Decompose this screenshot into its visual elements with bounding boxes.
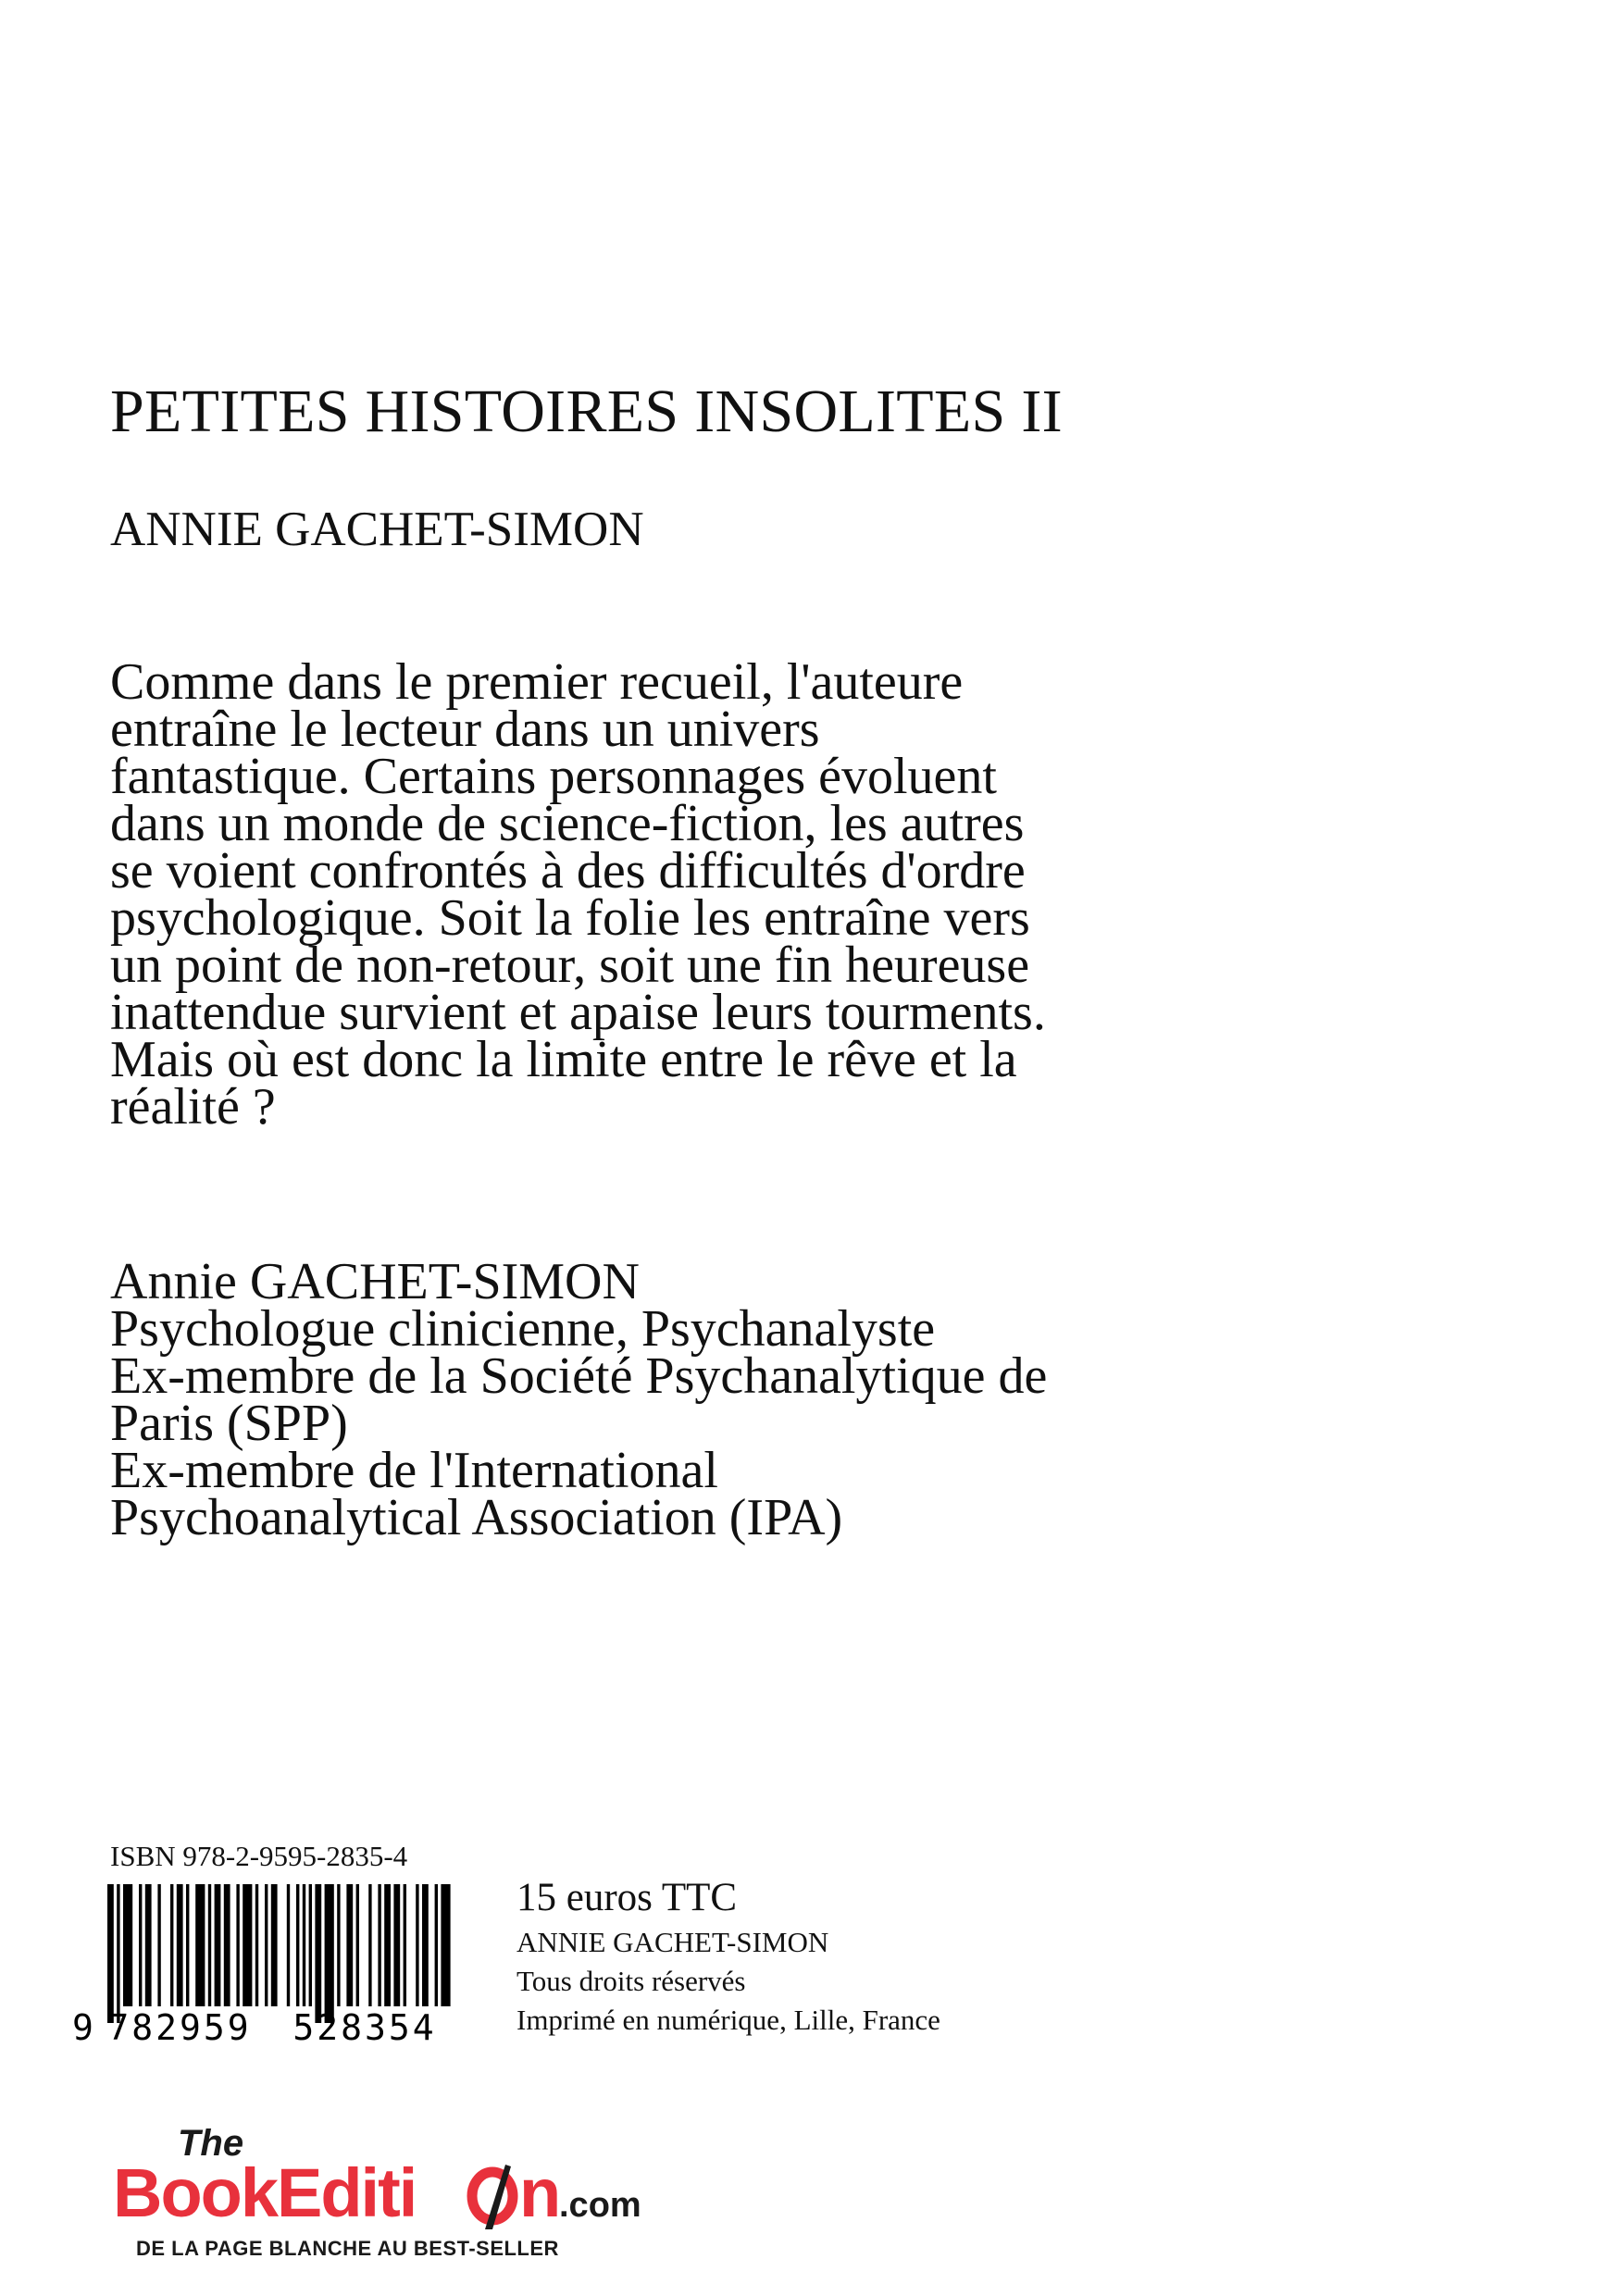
author-bio <box>110 1253 1048 1546</box>
thebookedition-logo <box>111 2115 666 2267</box>
print-notice: Imprimé en numérique, Lille, France <box>517 2004 940 2036</box>
blurb-line: se voient confrontés à des difficultés d'ordre <box>110 842 1026 900</box>
barcode-bar <box>170 1884 173 2006</box>
rights-notice: Tous droits réservés <box>517 1965 746 1997</box>
bio-line: Ex-membre de l'International <box>110 1442 718 1499</box>
barcode-bar <box>325 1884 334 2023</box>
blurb-line: entraîne le lecteur dans un univers <box>110 701 820 758</box>
barcode-bar <box>315 1884 321 2023</box>
blurb-line: dans un monde de science-fiction, les autres <box>110 795 1025 852</box>
bio-line: Paris (SPP) <box>110 1395 348 1452</box>
logo-domain-text: .com <box>559 2186 641 2225</box>
blurb-line: Comme dans le premier recueil, l'auteure <box>110 653 964 711</box>
barcode-bar <box>271 1884 278 2006</box>
barcode-bar <box>303 1884 305 2006</box>
barcode-bar <box>393 1884 400 2006</box>
barcode-bar <box>378 1884 380 2006</box>
publisher-name: ANNIE GACHET-SIMON <box>517 1926 829 1958</box>
blurb-line: psychologique. Soit la folie les entraîne vers <box>110 889 1030 947</box>
barcode-bar <box>107 1884 114 2023</box>
barcode-bar <box>287 1884 290 2006</box>
barcode-bar <box>309 1884 312 2006</box>
barcode-bar <box>346 1884 353 2006</box>
logo-feather-icon <box>472 2165 513 2229</box>
bio-line: Ex-membre de la Société Psychanalytique de <box>110 1347 1048 1405</box>
barcode-bar <box>404 1884 406 2006</box>
isbn-barcode <box>67 1884 455 2049</box>
barcode-bar <box>186 1884 189 2006</box>
barcode-bar <box>145 1884 152 2006</box>
price-label: 15 euros TTC <box>517 1876 738 1919</box>
barcode-bar <box>236 1884 239 2006</box>
barcode-left-digits: 782959 <box>107 2007 252 2048</box>
barcode-first-digit: 9 <box>72 2007 93 2048</box>
blurb-line: Mais où est donc la limite entre le rêve et la <box>110 1031 1017 1088</box>
barcode-bar <box>139 1884 142 2006</box>
blurb-line: un point de non-retour, soit une fin heureuse <box>110 937 1030 994</box>
logo-brand-tail: n <box>519 2154 562 2231</box>
book-title: PETITES HISTOIRES INSOLITES II <box>110 378 1063 445</box>
barcode-bar <box>157 1884 160 2006</box>
barcode-bar <box>337 1884 340 2006</box>
barcode-bar <box>356 1884 359 2006</box>
blurb-line: inattendue survient et apaise leurs tourments. <box>110 984 1046 1041</box>
barcode-bar <box>296 1884 299 2006</box>
barcode-bar <box>416 1884 418 2006</box>
barcode-bar <box>441 1884 450 2006</box>
barcode-bar <box>243 1884 252 2006</box>
logo-the-text: The <box>178 2123 244 2164</box>
bio-line: Psychoanalytical Association (IPA) <box>110 1489 843 1546</box>
barcode-bar <box>435 1884 438 2006</box>
back-cover-blurb <box>110 653 1184 1136</box>
barcode-bar <box>384 1884 391 2006</box>
bio-line: Annie GACHET-SIMON <box>110 1253 640 1310</box>
author-name: ANNIE GACHET-SIMON <box>110 503 644 556</box>
blurb-line: réalité ? <box>110 1078 276 1136</box>
barcode-bar <box>422 1884 429 2006</box>
blurb-line: fantastique. Certains personnages évoluent <box>110 748 997 805</box>
barcode-bar <box>117 1884 119 2023</box>
barcode-bar <box>208 1884 211 2006</box>
barcode-bar <box>265 1884 268 2006</box>
barcode-right-digits: 528354 <box>292 2007 437 2048</box>
barcode-bar <box>177 1884 183 2006</box>
barcode-bar <box>215 1884 221 2006</box>
logo-brand-text: BookEditi <box>113 2154 417 2231</box>
barcode-bar <box>123 1884 132 2006</box>
logo-tagline: DE LA PAGE BLANCHE AU BEST-SELLER <box>136 2237 559 2260</box>
barcode-bar <box>224 1884 230 2006</box>
isbn-label: ISBN 978-2-9595-2835-4 <box>110 1840 408 1872</box>
bio-line: Psychologue clinicienne, Psychanalyste <box>110 1300 936 1358</box>
barcode-bar <box>195 1884 205 2006</box>
barcode-bars <box>107 1884 451 2023</box>
barcode-bar <box>255 1884 258 2006</box>
barcode-bar <box>368 1884 371 2006</box>
